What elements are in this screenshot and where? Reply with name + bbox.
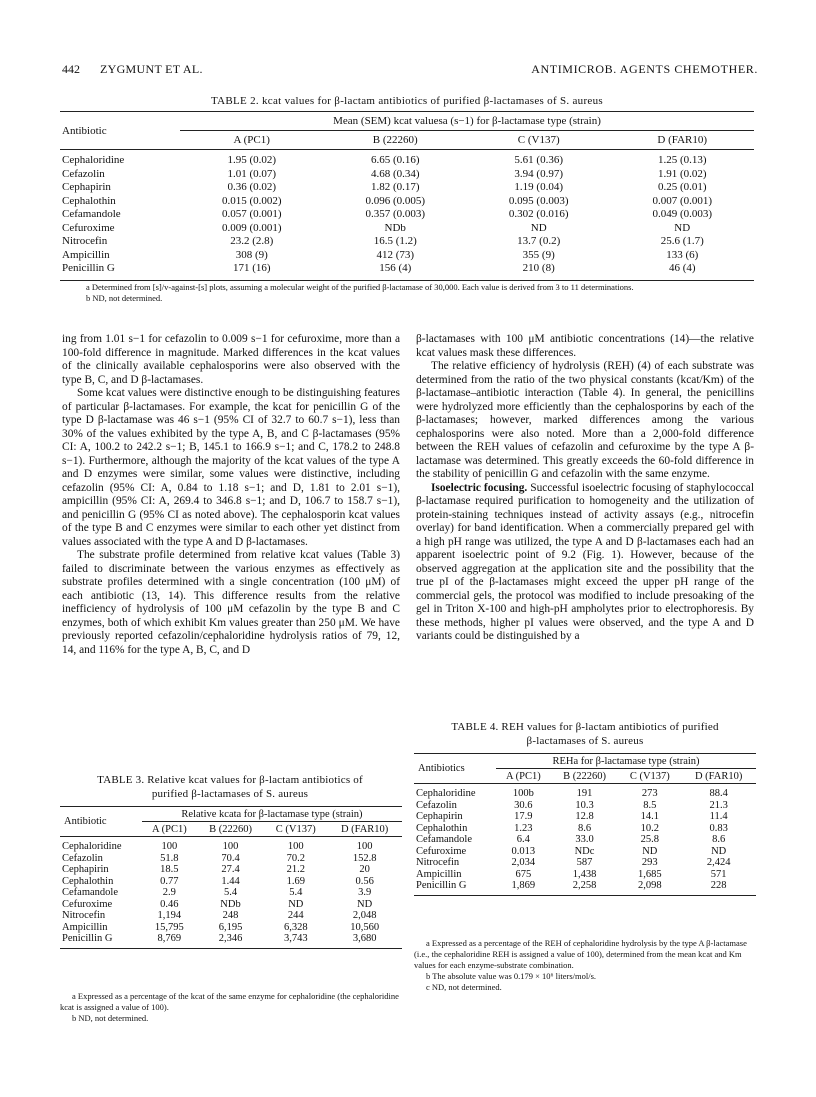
table3-cell: 0.46	[160, 898, 179, 910]
table4-cell: 33.0	[575, 834, 594, 846]
table2-cell: 0.009 (0.001)	[221, 221, 282, 234]
table4-cell: 14.1	[640, 811, 659, 823]
table3-row	[60, 876, 402, 888]
table3-cell: 1,194	[157, 910, 182, 922]
table2-cell: 5.61 (0.36)	[514, 154, 563, 167]
table2-caption: TABLE 2. kcat values for β-lactam antibiotics of purified β-lactamases of S. aureus	[211, 95, 603, 107]
table3-cell: 27.4	[221, 864, 240, 876]
table3-row	[60, 910, 402, 922]
table3-cell: 10,560	[350, 921, 380, 933]
table2-col-header: B (22260)	[323, 131, 466, 150]
table3-row-label: Cefuroxime	[62, 898, 113, 910]
table4-row	[414, 846, 756, 858]
table2-cell: ND	[530, 221, 547, 234]
table3-col-header: C (V137)	[264, 822, 327, 837]
paragraph: ing from 1.01 s−1 for cefazolin to 0.009 s−1 for cefuroxime, more than a 100-fold difference in magnitude. Marked differences in the kcat values of the clinically available cephalosporins were also observed with the type B, C, and D β-lactamases.	[62, 333, 400, 386]
table2-row-label: Penicillin G	[60, 262, 180, 280]
table4-cell: 21.3	[709, 799, 728, 811]
table2-row-label: Cephapirin	[62, 181, 111, 194]
table2-cell: 0.057 (0.001)	[221, 208, 282, 221]
table4-cell: 273	[641, 788, 658, 800]
table3-cell: 3,743	[264, 933, 327, 948]
table2-footnote: b ND, not determined.	[86, 293, 163, 303]
table3-row-label: Cephapirin	[62, 864, 109, 876]
table4-footnote: b The absolute value was 0.179 × 10⁶ liters/mol/s.	[426, 971, 597, 981]
table2-row	[60, 249, 754, 263]
table4-cell: 293	[641, 857, 658, 869]
table3-col-header: A (PC1)	[142, 822, 197, 837]
table4-col-header: C (V137)	[618, 769, 681, 784]
table4-cell: NDc	[574, 845, 595, 857]
table2-row-label: Cephalothin	[62, 194, 116, 207]
running-header	[62, 62, 758, 78]
table2-footnotes	[74, 282, 764, 304]
table3-cell: 70.4	[221, 852, 240, 864]
table2-cell: 6.65 (0.16)	[370, 154, 420, 167]
table4-span-header: REHa for β-lactamase type (strain)	[496, 754, 756, 769]
table3-cell: 100	[161, 841, 178, 853]
table3-cell: 6,195	[218, 921, 243, 933]
table4-col-header: D (FAR10)	[681, 769, 756, 784]
table3-stub-header: Antibiotic	[60, 807, 142, 837]
table3-body	[60, 837, 402, 949]
table4-footnotes	[414, 938, 756, 993]
table4-cell: 228	[681, 880, 756, 895]
table3-row-label: Cefazolin	[62, 852, 103, 864]
table2-span-header: Mean (SEM) kcat valuesa (s−1) for β-lactamase type (strain)	[180, 112, 754, 131]
table2-cell: 13.7 (0.2)	[517, 235, 561, 248]
table3-caption-line: TABLE 3. Relative kcat values for β-lactam antibiotics of	[97, 774, 363, 786]
paragraph: The substrate profile determined from relative kcat values (Table 3) failed to discriminate between the various enzymes as effectively as substrate profiles determined with a single concentration (100 μM) of each antibiotic (13, 14). This difference results from the relative inefficiency of hydrolysis of 100 μM cefazolin by the type B and C enzymes, both of which exhibit Km values greater than 250 μM. We have previously reported cefazolin/cephaloridine hydrolysis ratios of 79, 12, 14, and 116% for the type A, B, C, and D	[62, 549, 400, 656]
table3-cell: 6,328	[283, 921, 308, 933]
table2-cell: 16.5 (1.2)	[373, 235, 417, 248]
body-column-right	[416, 333, 754, 644]
table3	[60, 806, 402, 949]
table2-cell: 4.68 (0.34)	[370, 167, 420, 180]
table4-footnote: a Expressed as a percentage of the REH of cephaloridine hydrolysis by the type A β-lactamase (i.e., the cephaloridine REH is assigned a value of 100), determined from the mean kcat and Km values for each enzyme-substrate combination.	[414, 938, 747, 970]
table2-body	[60, 150, 754, 281]
table4-row-label: Cephaloridine	[416, 788, 476, 800]
table2-row	[60, 235, 754, 249]
table4-row-label: Nitrocefin	[416, 857, 460, 869]
table2-cell: 412 (73)	[376, 248, 415, 261]
table2-row	[60, 168, 754, 182]
table4-cell: 8.6	[577, 822, 592, 834]
table3-cell: 100	[287, 841, 304, 853]
table2-cell: 156 (4)	[323, 262, 466, 280]
table4-cell: 2,258	[551, 880, 619, 895]
table3-col-header: B (22260)	[197, 822, 265, 837]
table3-cell: 18.5	[160, 864, 179, 876]
table3-cell: 3.9	[358, 887, 372, 899]
table2-row	[60, 222, 754, 236]
paragraph: The relative efficiency of hydrolysis (REH) (4) of each substrate was determined from the ratio of the two physical constants (kcat/Km) of the β-lactamase–antibiotic interaction (Table 4). In general, the penicillins were hydrolyzed more efficiently than the cephalosporins by each of the β-lactamases; however, marked differences among the various cephalosporins were also noted. More than a 2,000-fold difference between the REH values of cefazolin and cefuroxime by the type A β-lactamase was determined. This greatly exceeds the 60-fold difference in the stability of penicillin G and cefazolin with the same enzyme.	[416, 360, 754, 480]
table2-row-label: Nitrocefin	[62, 235, 108, 248]
table3-cell: 20	[359, 864, 370, 876]
table4-row-label: Penicillin G	[414, 880, 496, 895]
table2-cell: 25.6 (1.7)	[660, 235, 704, 248]
table2-cell: 1.01 (0.07)	[227, 167, 277, 180]
table4-footnote: c ND, not determined.	[426, 982, 502, 992]
table4-cell: 30.6	[514, 799, 533, 811]
table2-cell: 210 (8)	[467, 262, 610, 280]
table4-caption	[414, 720, 756, 748]
table4-caption-line: TABLE 4. REH values for β-lactam antibiotics of purified	[451, 721, 719, 733]
table4-cell: 587	[576, 857, 593, 869]
table3-cell: ND	[357, 898, 373, 910]
table4-cell: 6.4	[516, 834, 530, 846]
table3-col-header: D (FAR10)	[327, 822, 402, 837]
table2-row-label: Ampicillin	[62, 248, 110, 261]
table3-caption	[60, 773, 400, 801]
table2-cell: 0.357 (0.003)	[365, 208, 426, 221]
table2-row-label: Cefamandole	[62, 208, 121, 221]
table2-col-header: A (PC1)	[180, 131, 323, 150]
table4-cell: 571	[710, 868, 727, 880]
table4-caption-line: β-lactamases of S. aureus	[526, 735, 644, 747]
table3-footnote: a Expressed as a percentage of the kcat of the same enzyme for cephaloridine (the cephaloridine kcat is assigned a value of 100).	[60, 991, 399, 1012]
table4-cell: 0.013	[511, 845, 536, 857]
table2-cell: 1.82 (0.17)	[370, 181, 420, 194]
table4-cell: 675	[515, 868, 532, 880]
table3-cell: ND	[288, 898, 304, 910]
table3-footnotes	[60, 991, 402, 1024]
table2-cell: 0.095 (0.003)	[508, 194, 569, 207]
table4-row-label: Cefazolin	[416, 799, 457, 811]
table3-cell: 1.69	[286, 875, 305, 887]
table3-cell: 21.2	[286, 864, 305, 876]
page-number: 442	[62, 62, 80, 76]
table2-cell: 133 (6)	[666, 248, 699, 261]
table2-cell: 3.94 (0.97)	[514, 167, 563, 180]
table4-col-header: A (PC1)	[496, 769, 551, 784]
table2-cell: 0.25 (0.01)	[657, 181, 707, 194]
running-authors: ZYGMUNT ET AL.	[100, 62, 203, 76]
paragraph-isoelectric-focusing	[416, 482, 754, 644]
table4-cell: 191	[576, 788, 593, 800]
table2-cell: 1.91 (0.02)	[657, 167, 707, 180]
table2-row	[60, 208, 754, 222]
table2-row	[60, 181, 754, 195]
table4-cell: 1,438	[572, 868, 597, 880]
table2-col-header: C (V137)	[467, 131, 610, 150]
paragraph: β-lactamases with 100 μM antibiotic concentrations (14)—the relative kcat values mask these differences.	[416, 333, 754, 359]
table3-row	[60, 853, 402, 865]
table4-row	[414, 857, 756, 869]
table4	[414, 753, 756, 896]
table4-body	[414, 784, 756, 896]
table2	[60, 111, 754, 281]
table2-cell: 0.096 (0.005)	[365, 194, 426, 207]
table3-cell: 3,680	[327, 933, 402, 948]
table2-cell: 0.049 (0.003)	[652, 208, 713, 221]
table3-row	[60, 899, 402, 911]
table4-row	[414, 800, 756, 812]
table2-row	[60, 150, 754, 168]
table4-cell: 1.23	[514, 822, 533, 834]
table3-cell: 2,048	[352, 910, 377, 922]
table4-cell: 1,685	[637, 868, 662, 880]
table3-row-label: Cephaloridine	[62, 841, 122, 853]
paragraph-text: Successful isoelectric focusing of staphylococcal β-lactamase required purification to homogeneity and the utilization of protein-staining techniques instead of activity assays (e.g., nitrocefin overlay) for band identification. When a commercially prepared gel with a high pH range was utilized, the type A and D β-lactamases each had an apparent isoelectric point of 9.2 (Fig. 1). However, because of the observed aggregation at the application site and the possibility that the true pI of the β-lactamases might exceed the upper pH range of the commercial gels, the protocol was modified to include presoaking of the gel in Triton X-100 and high-pH ampholytes prior to electrophoresis. By these methods, higher pI values were observed, and the type A and D variants could be distinguished by a	[416, 481, 754, 642]
table3-cell: 1.44	[221, 875, 240, 887]
table3-row	[60, 933, 402, 948]
table4-cell: 8.6	[712, 834, 726, 846]
table3-cell: 2,346	[197, 933, 265, 948]
table4-row	[414, 811, 756, 823]
table3-span-header: Relative kcata for β-lactamase type (strain)	[142, 807, 402, 822]
table2-row	[60, 262, 754, 280]
table3-row	[60, 837, 402, 853]
table4-col-header: B (22260)	[551, 769, 619, 784]
table3-cell: 152.8	[352, 852, 377, 864]
table3-cell: 5.4	[223, 887, 238, 899]
table3-row	[60, 864, 402, 876]
table4-row-label: Cephapirin	[416, 811, 463, 823]
table2-cell: 0.015 (0.002)	[221, 194, 282, 207]
table3-cell: 0.56	[355, 875, 374, 887]
table2-footnote: a Determined from [s]/v-against-[s] plots, assuming a molecular weight of the purified β-lactamase of 30,000. Each value is derived from 3 to 11 determinations.	[86, 282, 634, 292]
table4-stub-header: Antibiotics	[414, 754, 496, 784]
table2-stub-header: Antibiotic	[60, 112, 180, 150]
table4-cell: 0.83	[709, 822, 728, 834]
table4-cell: 25.8	[640, 834, 659, 846]
table3-cell: 15,795	[154, 921, 184, 933]
table4-row-label: Cefuroxime	[416, 845, 467, 857]
body-column-left	[62, 333, 400, 657]
table4-row-label: Cefamandole	[416, 834, 472, 846]
table4-cell: 2,424	[706, 857, 731, 869]
table2-row-label: Cefazolin	[62, 167, 105, 180]
table4-cell: ND	[711, 845, 727, 857]
table4-cell: ND	[642, 845, 658, 857]
table4-cell: 100b	[512, 788, 534, 800]
table4-cell: 17.9	[514, 811, 533, 823]
table2-cell: 0.36 (0.02)	[227, 181, 277, 194]
table4-row-label: Ampicillin	[416, 868, 462, 880]
table3-cell: 2.9	[162, 887, 176, 899]
table4-row	[414, 823, 756, 835]
table2-cell: 1.95 (0.02)	[227, 154, 277, 167]
table2-cell: 0.302 (0.016)	[508, 208, 569, 221]
table3-cell: 244	[287, 910, 304, 922]
table4-cell: 88.4	[709, 788, 728, 800]
table4-cell: 10.2	[640, 822, 659, 834]
table3-row	[60, 922, 402, 934]
table2-cell: 1.19 (0.04)	[514, 181, 563, 194]
table4-row	[414, 834, 756, 846]
table2-cell: ND	[674, 221, 691, 234]
table2-cell: 355 (9)	[522, 248, 555, 261]
paragraph: Some kcat values were distinctive enough to be distinguishing features of particular β-lactamases. For example, the kcat for penicillin G of the type D β-lactamase was 46 s−1 (95% CI of 32.7 to 60.7 s−1), less than 30% of the values exhibited by the type A, B, and C β-lactamases (95% CI: A, 100.2 to 242.2 s−1; B, 145.1 to 166.9 s−1; and C, 178.2 to 248.8 s−1). Furthermore, although the majority of the kcat values of the type A and D enzymes were similar, some values were distinctive, including cefazolin (95% CI: A, 0.84 to 1.18 s−1; and D, 1.81 to 2.01 s−1), ampicillin (95% CI: A, 269.4 to 346.8 s−1; and D, 106.7 to 158.7 s−1), and penicillin G (95% CI as noted above). The cephalosporin kcat values of the type B and C enzymes were similar to each other yet distinct from values associated with the type A and D β-lactamases.	[62, 387, 400, 548]
table4-row	[414, 880, 756, 895]
table2-cell: 0.007 (0.001)	[652, 194, 713, 207]
table3-cell: NDb	[220, 898, 241, 910]
table2-cell: NDb	[384, 221, 406, 234]
table3-row-label: Ampicillin	[62, 921, 108, 933]
table4-row	[414, 784, 756, 800]
table2-cell: 46 (4)	[610, 262, 754, 280]
table3-cell: 51.8	[160, 852, 179, 864]
table2-cell: 1.25 (0.13)	[657, 154, 707, 167]
table2-row-label: Cefuroxime	[62, 221, 115, 234]
table4-cell: 12.8	[575, 811, 594, 823]
table3-cell: 8,769	[142, 933, 197, 948]
table2-row	[60, 195, 754, 209]
table4-cell: 2,098	[618, 880, 681, 895]
table4-cell: 8.5	[643, 799, 657, 811]
table3-row-label: Cephalothin	[62, 875, 114, 887]
table2-col-header: D (FAR10)	[610, 131, 754, 150]
journal-name: ANTIMICROB. AGENTS CHEMOTHER.	[531, 62, 758, 76]
table2-cell: 308 (9)	[235, 248, 268, 261]
table3-row-label: Cefamandole	[62, 887, 118, 899]
section-heading: Isoelectric focusing.	[431, 481, 528, 494]
table4-row-label: Cephalothin	[416, 822, 468, 834]
table4-row	[414, 869, 756, 881]
table2-cell: 171 (16)	[180, 262, 323, 280]
table3-row-label: Penicillin G	[60, 933, 142, 948]
table4-cell: 11.4	[709, 811, 728, 823]
table3-footnote: b ND, not determined.	[72, 1013, 149, 1023]
table3-cell: 248	[222, 910, 239, 922]
table3-cell: 5.4	[289, 887, 303, 899]
table3-row-label: Nitrocefin	[62, 910, 106, 922]
table4-cell: 2,034	[511, 857, 536, 869]
table2-cell: 23.2 (2.8)	[230, 235, 274, 248]
table2-row-label: Cephaloridine	[62, 154, 125, 167]
table3-cell: 0.77	[160, 875, 179, 887]
table3-cell: 100	[222, 841, 239, 853]
table4-cell: 10.3	[575, 799, 594, 811]
table3-cell: 70.2	[286, 852, 305, 864]
table3-caption-line: purified β-lactamases of S. aureus	[151, 788, 309, 800]
table3-cell: 100	[356, 841, 373, 853]
table4-cell: 1,869	[496, 880, 551, 895]
table3-row	[60, 887, 402, 899]
